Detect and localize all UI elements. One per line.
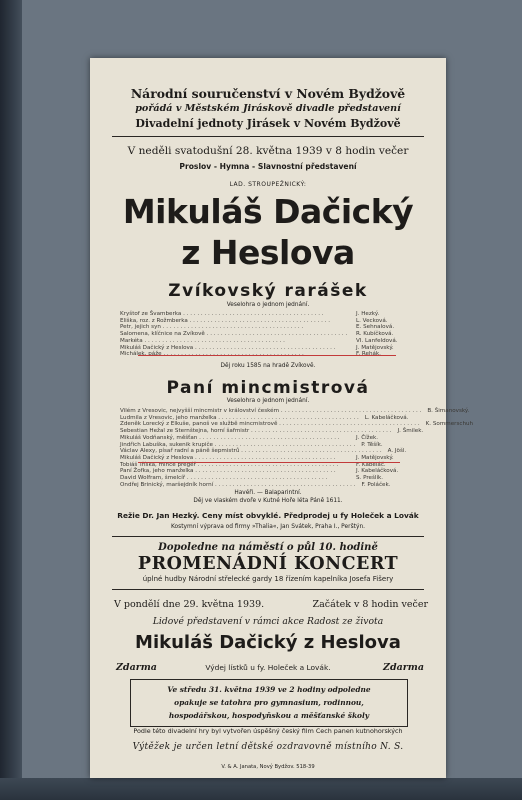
credits-line-2: Kostymní výprava od firmy »Thalia«, Jan Svátek, Praha I., Perštýn.: [170, 524, 366, 530]
cast-row: [120, 482, 420, 489]
play2-setting: Děj ve vlaském dvoře v Kutné Hoře léta Páně 1611.: [193, 498, 343, 504]
cast-row: [120, 338, 420, 345]
cast-role: David Wolfram, šmelcíř . . . . . . . . . . . . . . . . . . . . . . . . . . . . . . . . . . . . . . . .: [120, 475, 328, 482]
cast-actor: L. Vecková.: [356, 317, 388, 324]
cast-actor: J. Matějovský.: [356, 454, 394, 461]
monday-note: Lidové představení v rámci akce Radost ze života: [152, 616, 384, 627]
cast-row: [120, 448, 420, 455]
play2-subtitle: Veselohra o jednom jednání.: [226, 398, 310, 404]
notice-line-2: opakuje se tatohra pro gymnasium, rodinnou,: [174, 698, 364, 707]
cast-actor: J. Hezký.: [356, 311, 380, 317]
main-title-line-1: Mikuláš Dačický: [122, 192, 414, 231]
theatre-poster: [90, 58, 474, 778]
cast-role: Mikuláš Dačický z Heslova . . . . . . . . . . . . . . . . . . . . . . . . . . . . . . . . . . . . . . . .: [120, 454, 336, 461]
cast-actor: A. Jöšl.: [387, 448, 407, 455]
cast-actor: J. Kabeláčková.: [356, 468, 399, 475]
header-line-3: Divadelní jednoty Jirásek v Novém Bydžově: [135, 117, 401, 130]
credits-line-1: Režie Dr. Jan Hezký. Ceny míst obvyklé. Předprodej u fy Holeček a Lovák: [117, 511, 419, 520]
play2-title: Paní mincmistrová: [166, 378, 370, 398]
play2-extras: Havéři. — Balaparintní.: [234, 490, 302, 496]
cast-row: [120, 408, 470, 415]
cast-role: Petr, jejich syn . . . . . . . . . . . . . . . . . . . . . . . . . . . . . . . . . . . . . . . .: [120, 324, 304, 331]
album-spine: [0, 0, 24, 800]
cast-row: [120, 428, 424, 435]
printer-imprint: V. & A. Janata, Nový Bydžov. 518-39: [221, 764, 315, 770]
cast-actor: S. Prešlík.: [356, 475, 384, 482]
red-underline: [138, 462, 400, 463]
cast-role: Mikuláš Dačický z Heslova . . . . . . . . . . . . . . . . . . . . . . . . . . . . . . . . . . . . . . . .: [120, 344, 336, 351]
red-underline: [138, 355, 396, 356]
cast-row: [120, 475, 420, 482]
cast-role: Mikuláš Vodňanský, měšťan . . . . . . . . . . . . . . . . . . . . . . . . . . . . . . . . . . . . . . . .: [120, 434, 340, 441]
cast-actor: J. Šmilek.: [397, 428, 424, 435]
cast-actor: E. Sehnalová.: [356, 324, 395, 331]
cast-actor: J. Matějovský.: [356, 344, 394, 351]
footer-proceeds: Výtěžek je určen letní dětské ozdravovně místního N. S.: [132, 742, 404, 752]
cast-role: Kryštof ze Švamberka . . . . . . . . . . . . . . . . . . . . . . . . . . . . . . . . . . . . . . . .: [120, 311, 324, 317]
cast-role: Salomena, klíčnice na Zvíkově . . . . . . . . . . . . . . . . . . . . . . . . . . . . . . . . . . . . . . . .: [120, 331, 348, 338]
album-edge: [0, 778, 522, 800]
cast-role: Václav Alexy, písař radní a páně šepmistrů . . . . . . . . . . . . . . . . . . . . . . . . . . . . . . . . . . . . . . . .: [120, 448, 382, 455]
header-line-2: pořádá v Městském Jiráskově divadle představení: [135, 103, 401, 114]
cast-row: [120, 311, 420, 318]
cast-role: Zdeněk Lorecký z Elkuše, panoš ve službě mincmistrově . . . . . . . . . . . . . . . . . . . . . . . . . . . . . . . . . . . . . . . .: [120, 421, 420, 428]
prologue-line: Proslov - Hymna - Slavnostní představení: [179, 162, 357, 171]
cast-actor: R. Kubíčková.: [356, 331, 394, 338]
free-label-left: Zdarma: [116, 662, 157, 673]
cast-actor: K. Sommerschuh: [425, 421, 474, 428]
cast-actor: F. Rehák.: [356, 351, 381, 358]
author-name: LAD. STROUPEŽNICKÝ:: [229, 181, 307, 188]
monday-start: Začátek v 8 hodin večer: [312, 599, 428, 610]
header-line-1: Národní souručenství v Novém Bydžově: [130, 86, 406, 101]
cast-actor: L. Kabeláčková.: [364, 414, 409, 421]
divider: [112, 536, 424, 537]
cast-actor: F. Kabeláč.: [356, 461, 386, 468]
cast-actor: J. Čížek.: [356, 434, 379, 441]
cast-row: [120, 331, 420, 338]
cast-role: Tobiáš Tříska, mince pregéř . . . . . . . . . . . . . . . . . . . . . . . . . . . . . . . . . . . . . . . .: [120, 461, 339, 468]
cast-role: Ondřej Brinický, maršejdník horní . . . . . . . . . . . . . . . . . . . . . . . . . . . . . . . . . . . . . . . .: [120, 481, 356, 488]
cast-row: [120, 455, 420, 462]
play1-title: Zvíkovský rarášek: [168, 281, 368, 301]
free-label-right: Zdarma: [383, 662, 424, 673]
notice-line-3: hospodářskou, hospodyňskou a měšťanské školy: [168, 711, 370, 720]
cast-role: Vilém z Vresovic, nejvyšší mincmistr v království českém . . . . . . . . . . . . . . . . . . . . . . . . . . . . . . . . . . . . . . . .: [120, 408, 422, 414]
notice-line-1: Ve středu 31. května 1939 ve 2 hodiny odpoledne: [167, 685, 371, 694]
date-line: V neděli svatodušní 28. května 1939 v 8 hodin večer: [127, 145, 409, 157]
footer-film-note: Podle této divadelní hry byl vytvořen úspěšný český film Cech panen kutnohorských: [133, 727, 403, 735]
cast-actor: VI. Lanfeldová.: [356, 337, 398, 344]
cast-role: Jindřich Labuška, sukenik krupiče . . . . . . . . . . . . . . . . . . . . . . . . . . . . . . . . . . . . . . . .: [120, 441, 356, 448]
ticket-info: Výdej lístků u fy. Holeček a Lovák.: [205, 663, 331, 672]
play1-setting: Děj roku 1585 na hradě Zvíkově.: [220, 363, 316, 369]
cast-role: Sebestian Hežal ze Sternštejna, horní šafmistr . . . . . . . . . . . . . . . . . . . . . . . . . . . . . . . . . . . . . . . .: [120, 428, 392, 435]
wednesday-notice-box: [130, 679, 408, 727]
monday-date: V pondělí dne 29. května 1939.: [114, 599, 265, 610]
play1-cast-list: [120, 311, 420, 358]
cast-actor: P. Těšík.: [361, 441, 383, 448]
cast-role: Ludmila z Vresovic, jeho manželka . . . . . . . . . . . . . . . . . . . . . . . . . . . . . . . . . . . . . . . .: [120, 414, 359, 421]
cast-actor: B. Šimanovský.: [427, 408, 470, 414]
cast-role: Michálek, páže . . . . . . . . . . . . . . . . . . . . . . . . . . . . . . . . . . . . . . . .: [120, 351, 304, 358]
cast-role: Paní Žofka, jeho manželka . . . . . . . . . . . . . . . . . . . . . . . . . . . . . . . . . . . . . . . .: [120, 468, 336, 475]
concert-intro: Dopoledne na náměstí o půl 10. hodině: [158, 542, 378, 553]
divider: [112, 589, 424, 590]
concert-title: PROMENÁDNÍ KONCERT: [137, 554, 399, 574]
cast-actor: F. Poláček.: [361, 481, 391, 488]
cast-row: [120, 435, 420, 442]
monday-title: Mikuláš Dačický z Heslova: [135, 632, 401, 653]
main-title-line-2: z Heslova: [181, 233, 355, 272]
concert-description: úplné hudby Národní střelecké gardy 18 řízením kapelníka Josefa Fišery: [142, 575, 394, 583]
cast-role: Eliška, roz. z Rožmberka . . . . . . . . . . . . . . . . . . . . . . . . . . . . . . . . . . . . . . . .: [120, 317, 331, 324]
divider: [112, 136, 424, 137]
cast-role: Markéta . . . . . . . . . . . . . . . . . . . . . . . . . . . . . . . . . . . . . . . .: [120, 337, 285, 344]
play1-subtitle: Veselohra o jednom jednání.: [226, 302, 310, 308]
play2-cast-list: [120, 408, 474, 488]
